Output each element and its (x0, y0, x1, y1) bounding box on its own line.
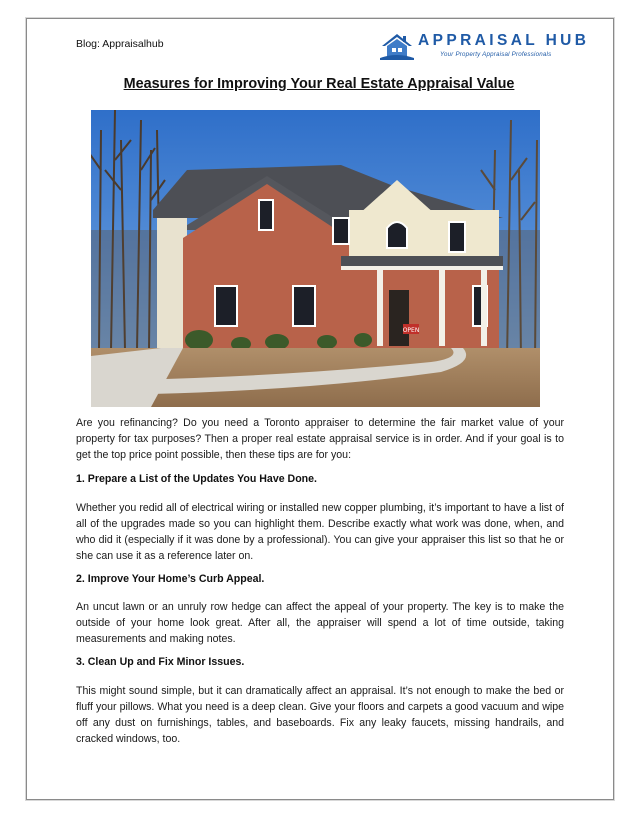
appraisal-hub-logo (380, 30, 592, 62)
section-body-2: An uncut lawn or an unruly row hedge can affect the appeal of your property. The key is to make the outside of your home look great. After all, the appraiser will spend a lot of time outside, taking measurements and making notes. (76, 601, 564, 645)
house-logo-icon (380, 32, 414, 60)
logo-tagline: Your Property Appraisal Professionals (440, 51, 552, 58)
section-body-1: Whether you redid all of electrical wiring or installed new copper plumbing, it’s important to have a list of all of the upgrades made so you can highlight them. Describe exactly what work was done, when, and who did it (especially if it was done by a professional). You can give your appraiser this list so that he or she can use it as a reference later on. (76, 502, 564, 562)
sign-text: OPEN (402, 327, 420, 334)
section-heading-2: 2. Improve Your Home’s Curb Appeal. (76, 573, 265, 585)
intro-paragraph: Are you refinancing? Do you need a Toronto appraiser to determine the fair market value of your property for tax purposes? Then a proper real estate appraisal service is in order. And if your goal is to get the top price point possible, then these tips are for you: (76, 417, 564, 461)
section-body-3: This might sound simple, but it can dramatically affect an appraisal. It’s not enough to make the bed or fluff your pillows. What you need is a deep clean. Give your floors and carpets a good vacuum and wipe off any dust on furnishings, tables, and baseboards. Fix any leaky faucets, missing handrails, and cracked windows, too. (76, 685, 564, 745)
section-heading-1: 1. Prepare a List of the Updates You Have Done. (76, 473, 317, 485)
article-title: Measures for Improving Your Real Estate Appraisal Value (123, 76, 515, 92)
section-heading-3: 3. Clean Up and Fix Minor Issues. (76, 656, 245, 668)
logo-title: APPRAISAL HUB (418, 32, 590, 49)
blog-label: Blog: Appraisalhub (76, 38, 164, 50)
hero-house-photo (91, 110, 540, 407)
